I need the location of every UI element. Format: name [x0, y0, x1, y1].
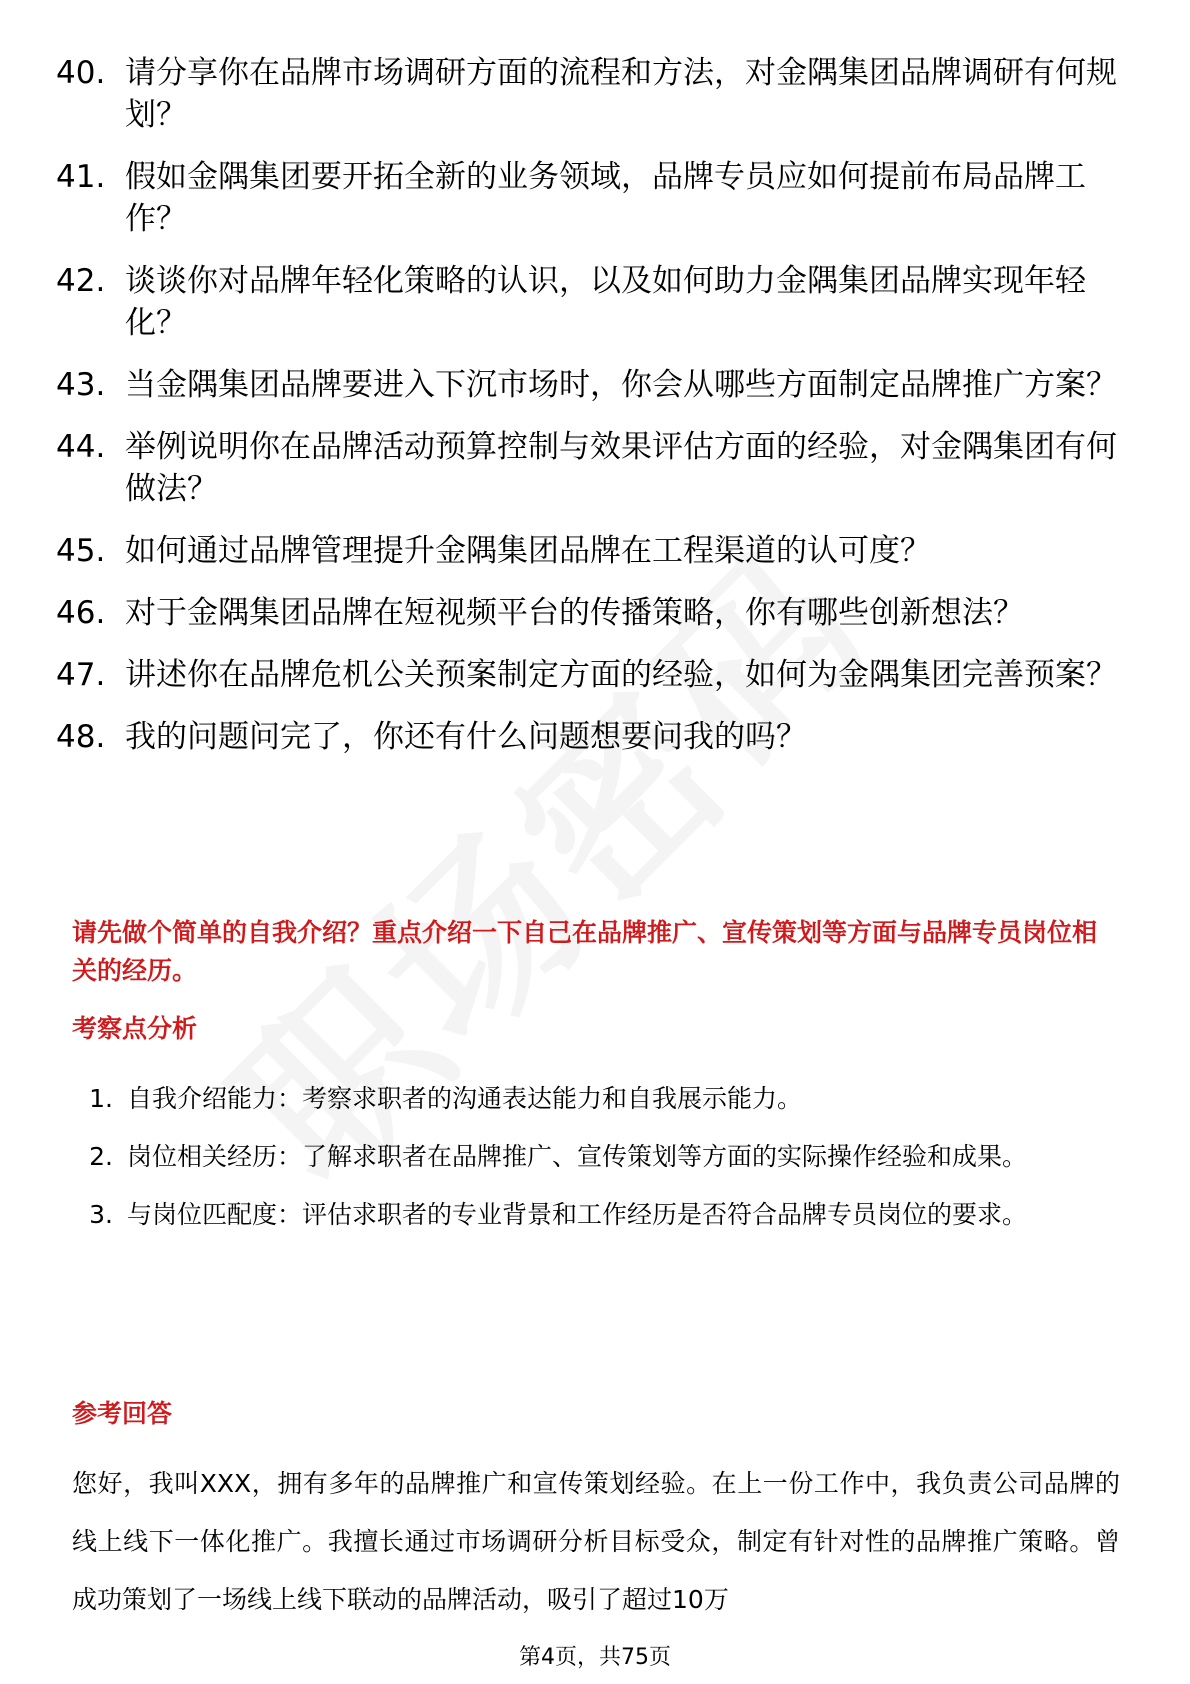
page-number-footer: 第4页，共75页 — [519, 1645, 671, 1670]
analysis-points-list — [72, 1070, 1122, 1244]
list-item-text: 岗位相关经历：了解求职者在品牌推广、宣传策划等方面的实际操作经验和成果。 — [127, 1142, 1028, 1171]
question-text: 请分享你在品牌市场调研方面的流程和方法，对金隅集团品牌调研有何规划？ — [125, 55, 1117, 133]
question-number: 46. — [56, 595, 106, 631]
question-text: 如何通过品牌管理提升金隅集团品牌在工程渠道的认可度？ — [125, 533, 931, 569]
list-item-text: 自我介绍能力：考察求职者的沟通表达能力和自我展示能力。 — [127, 1084, 803, 1113]
question-item — [56, 260, 1136, 344]
question-number: 43. — [56, 367, 106, 403]
list-item — [72, 1128, 1122, 1186]
question-text: 我的问题问完了，你还有什么问题想要问我的吗？ — [125, 719, 807, 755]
question-text: 当金隅集团品牌要进入下沉市场时，你会从哪些方面制定品牌推广方案？ — [125, 367, 1117, 403]
list-item-number: 1. — [89, 1084, 113, 1113]
question-item — [56, 426, 1136, 510]
question-item — [56, 654, 1136, 696]
list-item — [72, 1070, 1122, 1128]
question-text: 讲述你在品牌危机公关预案制定方面的经验，如何为金隅集团完善预案？ — [125, 657, 1117, 693]
question-text: 举例说明你在品牌活动预算控制与效果评估方面的经验，对金隅集团有何做法？ — [125, 429, 1117, 507]
question-item — [56, 52, 1136, 136]
analysis-heading: 考察点分析 — [72, 1014, 198, 1043]
list-item-text: 与岗位匹配度：评估求职者的专业背景和工作经历是否符合品牌专员岗位的要求。 — [127, 1200, 1028, 1229]
question-text: 对于金隅集团品牌在短视频平台的传播策略，你有哪些创新想法？ — [125, 595, 1024, 631]
question-number: 45. — [56, 533, 106, 569]
question-item — [56, 364, 1136, 406]
list-item-number: 3. — [89, 1200, 113, 1229]
reference-answer-heading: 参考回答 — [72, 1399, 173, 1428]
reference-answer-text: 您好，我叫XXX，拥有多年的品牌推广和宣传策划经验。在上一份工作中，我负责公司品牌的线上线下一体化推广。我擅长通过市场调研分析目标受众，制定有针对性的品牌推广策略。曾成功策划了一场线上线下联动的品牌活动，吸引了超过10万 — [72, 1469, 1120, 1614]
question-list — [56, 52, 1136, 778]
question-number: 40. — [56, 55, 106, 91]
main-question-heading: 请先做个简单的自我介绍？重点介绍一下自己在品牌推广、宣传策划等方面与品牌专员岗位相关的经历。 — [72, 918, 1098, 985]
question-item — [56, 156, 1136, 240]
question-item — [56, 716, 1136, 758]
question-number: 47. — [56, 657, 106, 693]
list-item — [72, 1186, 1122, 1244]
question-text: 谈谈你对品牌年轻化策略的认识，以及如何助力金隅集团品牌实现年轻化？ — [125, 263, 1086, 341]
list-item-number: 2. — [89, 1142, 113, 1171]
question-number: 41. — [56, 159, 106, 195]
question-item — [56, 592, 1136, 634]
question-item — [56, 530, 1136, 572]
question-number: 48. — [56, 719, 106, 755]
question-number: 42. — [56, 263, 106, 299]
question-number: 44. — [56, 429, 106, 465]
question-text: 假如金隅集团要开拓全新的业务领域，品牌专员应如何提前布局品牌工作？ — [125, 159, 1086, 237]
